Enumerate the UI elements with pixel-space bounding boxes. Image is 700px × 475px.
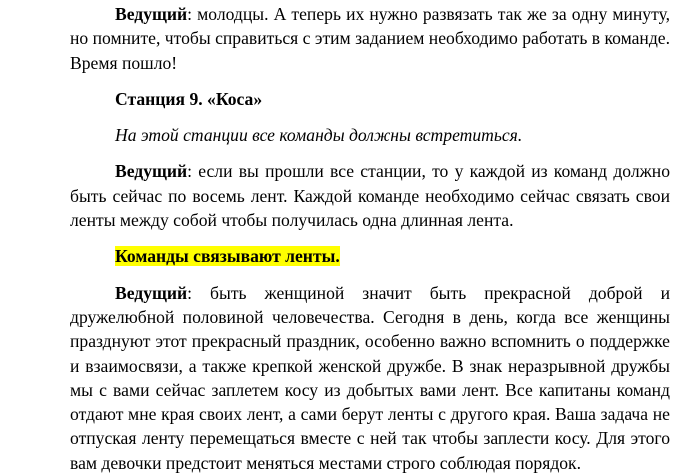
- paragraph-text: : молодцы. А теперь их нужно развязать так же за одну минуту, но помните, чтобы справиться с этим заданием необходимо работать в команде. Время пошло!: [70, 4, 670, 73]
- paragraph-text: : быть женщиной значит быть прекрасной доброй и дружелюбной половиной человечества. Сегодня в день, когда все женщины празднуют этот прекрасный праздник, особенно важно вспомнить о поддержке и взаимосвязи, а также крепкой женской дружбе. В знак неразрывной дружбы мы с вами сейчас заплетем косу из добытых вами лент. Все капитаны команд отдают мне края своих лент, а сами берут ленты с другого края. Ваша задача не отпуская ленту перемещаться вместе с ней так чтобы заплести косу. Для этого вам девочки предстоит меняться местами строго соблюдая порядок.: [70, 282, 670, 473]
- paragraph-host-stations: [70, 159, 670, 232]
- speaker-label: Ведущий: [115, 4, 188, 24]
- paragraph-text: : если вы прошли все станции, то у каждой из команд должно быть сейчас по восемь лент. Каждой команде необходимо сейчас связать свои ленты между собой чтобы получилась одна длинная лента.: [70, 161, 670, 231]
- paragraph-host-braid: [70, 281, 670, 475]
- station-note: На этой станции все команды должны встретиться.: [115, 125, 523, 146]
- document-page: [70, 2, 670, 475]
- station-heading: Станция 9. «Коса»: [115, 88, 263, 109]
- highlighted-instruction: Команды связывают ленты.: [115, 246, 340, 267]
- speaker-label: Ведущий: [115, 161, 188, 182]
- speaker-label: Ведущий: [115, 282, 188, 303]
- highlight-paragraph: [70, 244, 670, 268]
- paragraph-host-instructions: [70, 2, 670, 75]
